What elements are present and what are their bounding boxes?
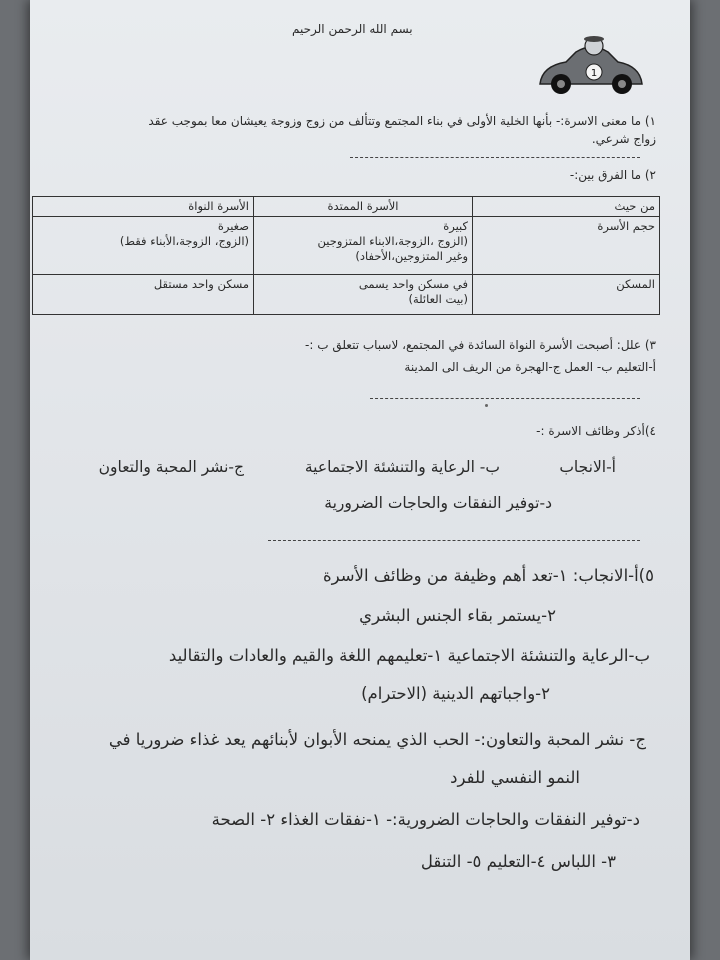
- q3-line-1: ٣) علل: أصبحت الأسرة النواة السائدة في المجتمع، لاسباب تتعلق ب :-: [305, 338, 656, 352]
- q1-line-1: ١) ما معنى الاسرة:- بأنها الخلية الأولى في بناء المجتمع وتتألف من زوج وزوجة يعيشان معا بموجب عقد: [148, 114, 656, 128]
- table-header: الأسرة الممتدة: [254, 197, 473, 217]
- table-cell: المسكن: [473, 275, 660, 315]
- car-badge-number: 1: [590, 68, 598, 79]
- comparison-table: [32, 196, 660, 315]
- cell-line: (بيت العائلة): [408, 292, 468, 306]
- race-car-logo: [536, 32, 646, 98]
- table-row: [33, 217, 660, 275]
- table-row: [33, 275, 660, 315]
- cell-line: صغيرة: [217, 219, 249, 233]
- q5-c-line-2: النمو النفسي للفرد: [450, 768, 580, 787]
- q4-title: ٤)أذكر وظائف الاسرة :-: [536, 424, 656, 438]
- worksheet-page: [30, 0, 690, 960]
- cell-line: (الزوج، الزوجة،الأبناء فقط): [119, 234, 249, 248]
- q5-d-line-1: د-توفير النفقات والحاجات الضرورية:- ١-نفقات الغذاء ٢- الصحة: [211, 810, 640, 829]
- q1-line-2: زواج شرعي.: [591, 132, 656, 146]
- q5-b-line-1: ب-الرعاية والتنشئة الاجتماعية ١-تعليمهم اللغة والقيم والعادات والتقاليد: [168, 646, 650, 665]
- table-cell: [254, 275, 473, 315]
- table-cell: [33, 275, 254, 315]
- answer-line: [350, 157, 640, 158]
- stray-dot: [485, 404, 488, 407]
- q4-item-b: ب- الرعاية والتنشئة الاجتماعية: [304, 458, 500, 476]
- q5-c-line-1: ج- نشر المحبة والتعاون:- الحب الذي يمنحه الأبوان لأبنائهم يعد غذاء ضروريا في: [108, 730, 646, 749]
- q5-a-line-2: ٢-يستمر بقاء الجنس البشري: [359, 606, 556, 625]
- table-cell: [254, 217, 473, 275]
- cell-line: (الزوج ،الزوجة،الابناء المتزوجين: [317, 234, 468, 248]
- q4-item-c: ج-نشر المحبة والتعاون: [98, 458, 244, 476]
- q5-d-line-2: ٣- اللباس ٤-التعليم ٥- التنقل: [420, 852, 616, 871]
- q5-b-line-2: ٢-واجباتهم الدينية (الاحترام): [361, 684, 550, 703]
- table-header: من حيث: [473, 197, 660, 217]
- answer-line: [370, 398, 640, 399]
- q3-answer: أ-التعليم ب- العمل ج-الهجرة من الريف الى المدينة: [404, 360, 656, 374]
- answer-line: [268, 540, 640, 541]
- q4-item-a: أ-الانجاب: [559, 458, 616, 476]
- cell-line: مسكن واحد مستقل: [153, 277, 249, 291]
- table-cell: حجم الأسرة: [473, 217, 660, 275]
- table-cell: [33, 217, 254, 275]
- table-header: الأسرة النواة: [33, 197, 254, 217]
- cell-line: في مسكن واحد يسمى: [358, 277, 468, 291]
- q5-a-line-1: ٥)أ-الانجاب: ١-تعد أهم وظيفة من وظائف الأسرة: [322, 566, 654, 585]
- cell-line: كبيرة: [443, 219, 468, 233]
- cell-line: وغير المتزوجين،الأحفاد): [355, 249, 468, 263]
- q4-item-d: د-توفير النفقات والحاجات الضرورية: [324, 494, 552, 512]
- q2-title: ٢) ما الفرق بين:-: [569, 168, 656, 182]
- basmala: بسم الله الرحمن الرحيم: [292, 22, 413, 36]
- table-header-row: [33, 197, 660, 217]
